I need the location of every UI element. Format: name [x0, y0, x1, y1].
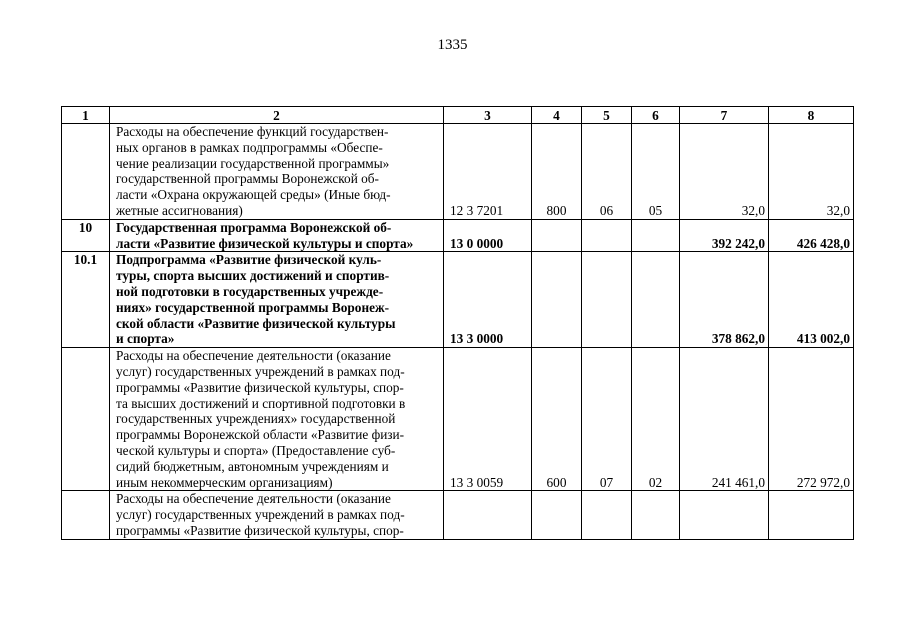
row-col5: [582, 491, 632, 539]
row-description: Расходы на обеспечение деятельности (оказание услуг) государственных учреждений в рамках под- программы «Развитие физической культуры, спор- та высших достижений и спортивной подготовки в государственных учреждениях» государственной программы Воронежской области «Развитие физи- ческой культуры и спорта» (Предоставление суб- сидий бюджетным, автономным учреждениям и иным некоммерческим организациям): [110, 348, 444, 491]
row-code: 13 3 0059: [444, 348, 532, 491]
row-col8: 272 972,0: [769, 348, 854, 491]
row-col4: 600: [532, 348, 582, 491]
row-col4: 800: [532, 124, 582, 220]
column-header: 2: [110, 107, 444, 124]
row-number: [62, 348, 110, 491]
row-col6: 02: [632, 348, 680, 491]
row-col5: 07: [582, 348, 632, 491]
row-col4: [532, 252, 582, 348]
row-description: Государственная программа Воронежской об- ласти «Развитие физической культуры и спорта»: [110, 219, 444, 252]
row-number: [62, 491, 110, 539]
row-col6: [632, 219, 680, 252]
row-col4: [532, 491, 582, 539]
row-col5: [582, 252, 632, 348]
table-row: [62, 348, 854, 491]
row-col7: 378 862,0: [680, 252, 769, 348]
row-col7: [680, 491, 769, 539]
column-header: 1: [62, 107, 110, 124]
column-header: 4: [532, 107, 582, 124]
row-col8: 426 428,0: [769, 219, 854, 252]
row-col5: [582, 219, 632, 252]
row-number: [62, 124, 110, 220]
row-code: 12 3 7201: [444, 124, 532, 220]
row-number: 10: [62, 219, 110, 252]
row-description: Расходы на обеспечение функций государствен- ных органов в рамках подпрограммы «Обеспе- чение реализации государственной программы» государственной программы Воронежской об- ласти «Охрана окружающей среды» (Иные бюд- жетные ассигнования): [110, 124, 444, 220]
row-description: Подпрограмма «Развитие физической куль- туры, спорта высших достижений и спортив- ной подготовки в государственных учрежде- ниях» государственной программы Воронеж- ской области «Развитие физической культуры и спорта»: [110, 252, 444, 348]
column-header: 5: [582, 107, 632, 124]
header-row: [62, 107, 854, 124]
row-col7: 241 461,0: [680, 348, 769, 491]
page-number: 1335: [437, 37, 468, 53]
row-code: [444, 491, 532, 539]
row-col6: [632, 491, 680, 539]
row-code: 13 3 0000: [444, 252, 532, 348]
row-col4: [532, 219, 582, 252]
table-row: [62, 219, 854, 252]
row-col8: 32,0: [769, 124, 854, 220]
row-number: 10.1: [62, 252, 110, 348]
row-col5: 06: [582, 124, 632, 220]
column-header: 3: [444, 107, 532, 124]
budget-table: [61, 106, 854, 540]
table-row: [62, 491, 854, 539]
row-col6: 05: [632, 124, 680, 220]
row-col7: 32,0: [680, 124, 769, 220]
column-header: 6: [632, 107, 680, 124]
row-col7: 392 242,0: [680, 219, 769, 252]
row-col6: [632, 252, 680, 348]
row-description: Расходы на обеспечение деятельности (оказание услуг) государственных учреждений в рамках под- программы «Развитие физической культуры, спор-: [110, 491, 444, 539]
row-code: 13 0 0000: [444, 219, 532, 252]
column-header: 7: [680, 107, 769, 124]
table-row: [62, 252, 854, 348]
column-header: 8: [769, 107, 854, 124]
table-row: [62, 124, 854, 220]
row-col8: 413 002,0: [769, 252, 854, 348]
row-col8: [769, 491, 854, 539]
